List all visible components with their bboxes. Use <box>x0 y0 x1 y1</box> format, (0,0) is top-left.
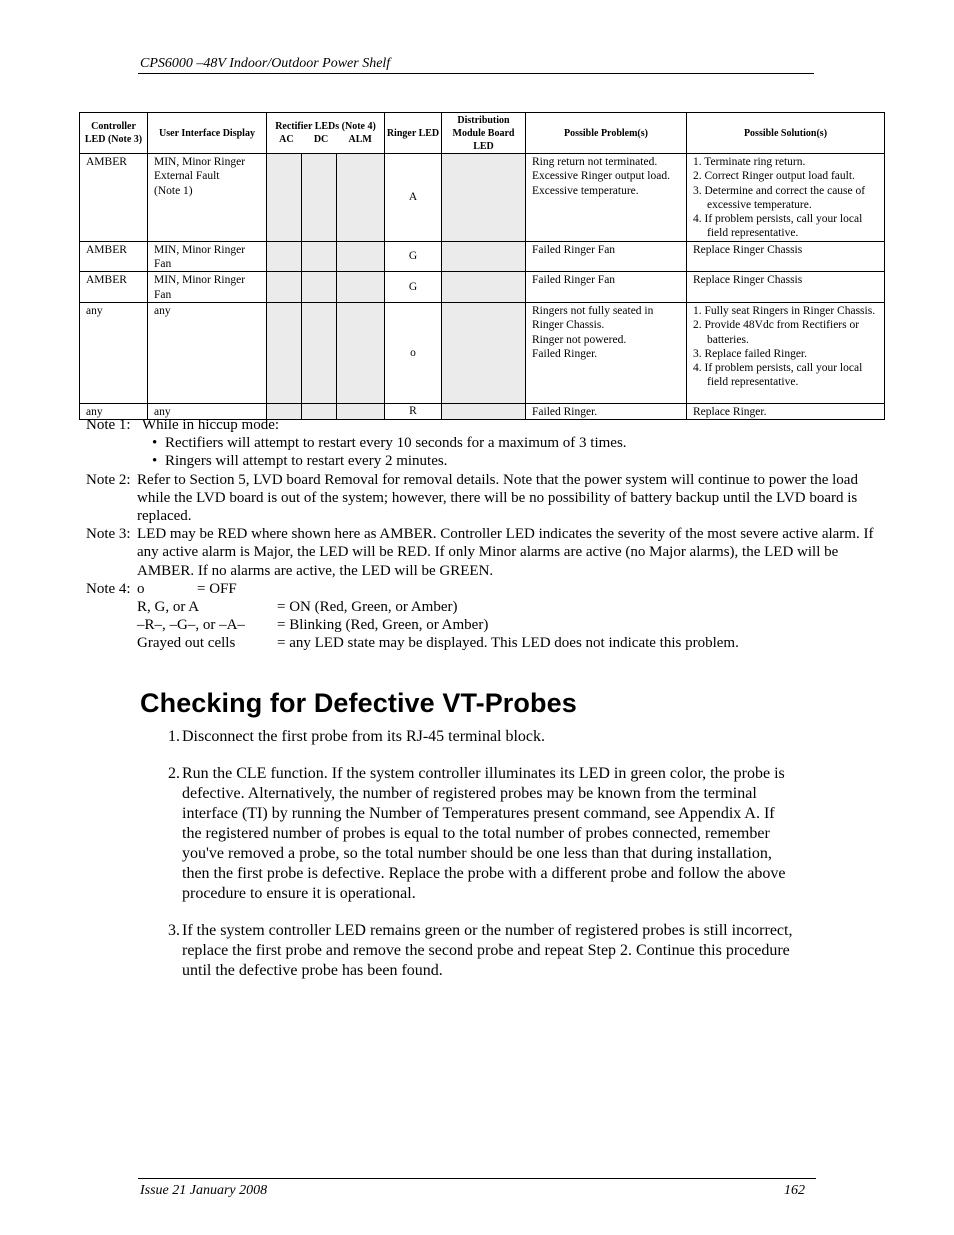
ringer-led-cell: o <box>385 302 442 403</box>
step-number: 3. <box>168 922 180 939</box>
procedure-step <box>168 921 798 981</box>
note-text: While in hiccup mode: <box>142 417 280 433</box>
solution-item: 2. Correct Ringer output load fault. <box>693 170 855 183</box>
rectifier-alm-cell <box>337 302 385 403</box>
legend-row <box>137 616 886 634</box>
col-header-possible-problems: Possible Problem(s) <box>526 113 687 154</box>
controller-led-cell: AMBER <box>80 154 148 242</box>
bullet-text: Rectifiers will attempt to restart every 10 seconds for a maximum of 3 times. <box>165 435 627 452</box>
solution-item: 1. Terminate ring return. <box>693 156 806 168</box>
user-interface-cell: any <box>148 302 267 403</box>
bullet-text: Ringers will attempt to restart every 2 minutes. <box>165 453 448 470</box>
note-1 <box>86 416 886 434</box>
step-text: Run the CLE function. If the system controller illuminates its LED in green color, the probe is defective. Alternatively, the number of registered probes may be known from the terminal interface (TI) by running the Number of Temperatures present command, see Appendix A. If the registered number of probes is equal to the total number of probes connected, remember you've removed a probe, so the total number should be one less than that during installation, then the first probe is defective. Replace the probe with a different probe and follow the above procedure to ensure it is operational. <box>182 765 786 902</box>
note-text: Refer to Section 5, LVD board Removal for removal details. Note that the power system will continue to power the load while the LVD board is out of the system; however, there will be no possibility of battery backup until the LVD board is replaced. <box>137 471 858 525</box>
solution-item: 3. Replace failed Ringer. <box>693 347 808 360</box>
legend-value: = ON (Red, Green, or Amber) <box>277 599 458 616</box>
rectifier-ac-cell <box>267 154 302 242</box>
rectifier-dc-cell <box>302 302 337 403</box>
problem-text-line: Failed Ringer. <box>532 347 598 360</box>
legend-value: = OFF <box>197 580 237 597</box>
legend-row <box>137 634 886 652</box>
ringer-led-cell: A <box>385 154 442 242</box>
user-interface-cell: MIN, Minor Ringer Fan <box>148 272 267 303</box>
note-2 <box>86 471 886 526</box>
user-interface-cell <box>148 154 267 242</box>
rectifier-alm-cell <box>337 154 385 242</box>
step-text: Disconnect the first probe from its RJ-45 terminal block. <box>182 728 546 745</box>
solution-cell <box>687 154 885 242</box>
rectifier-ac-cell <box>267 272 302 303</box>
footer-issue-date: Issue 21 January 2008 <box>140 1183 268 1198</box>
procedure-step <box>168 764 798 904</box>
note-label: Note 1: <box>86 417 131 433</box>
table-row <box>80 154 885 242</box>
note-label: Note 2: <box>86 471 131 488</box>
solution-cell: Replace Ringer. <box>687 403 885 419</box>
problem-text-line: Excessive temperature. <box>532 184 639 197</box>
troubleshooting-table <box>79 112 885 420</box>
col-header-user-interface: User Interface Display <box>148 113 267 154</box>
user-interface-cell: any <box>148 403 267 419</box>
table-row <box>80 241 885 272</box>
legend-key: R, G, or A <box>137 599 200 616</box>
col-header-controller-led: Controller LED (Note 3) <box>80 113 148 154</box>
solution-cell: Replace Ringer Chassis <box>687 272 885 303</box>
ui-text-line: MIN, Minor Ringer <box>154 156 246 168</box>
distribution-led-cell <box>442 154 526 242</box>
rectifier-dc-cell <box>302 241 337 272</box>
legend-value: = Blinking (Red, Green, or Amber) <box>277 617 489 634</box>
rectifier-alm-cell <box>337 272 385 303</box>
rectifier-dc-label: DC <box>313 134 329 145</box>
ringer-led-cell: G <box>385 272 442 303</box>
legend-key: –R–, –G–, or –A– <box>137 617 245 634</box>
solution-item: 1. Fully seat Ringers in Ringer Chassis. <box>693 304 876 317</box>
note-4-first-line <box>137 580 886 598</box>
ui-text-line: External Fault <box>154 170 220 183</box>
note-text: LED may be RED where shown here as AMBER. Controller LED indicates the severity of the most severe active alarm. If any active alarm is Major, the LED will be RED. If only Minor alarms are active (no Major alarms), the LED will be AMBER. If no alarms are active, the LED will be GREEN. <box>137 526 874 579</box>
section-heading: Checking for Defective VT-Probes <box>140 688 577 718</box>
table-row <box>80 302 885 403</box>
col-header-rectifier-leds <box>267 113 385 154</box>
rectifier-alm-cell <box>337 241 385 272</box>
procedure-steps <box>168 727 798 998</box>
problem-cell: Failed Ringer Fan <box>526 272 687 303</box>
rectifier-ac-label: AC <box>279 134 294 145</box>
legend-row <box>137 598 886 616</box>
solution-item: 3. Determine and correct the cause of excessive temperature. <box>693 184 866 211</box>
problem-text-line: Ring return not terminated. <box>532 156 658 168</box>
user-interface-cell: MIN, Minor Ringer Fan <box>148 241 267 272</box>
distribution-led-cell <box>442 241 526 272</box>
note-label: Note 3: <box>86 526 131 543</box>
solution-item: 4. If problem persists, call your local field representative. <box>693 213 863 240</box>
ringer-led-cell: G <box>385 241 442 272</box>
procedure-step <box>168 727 798 747</box>
bullet-icon: • <box>152 453 158 470</box>
table-row <box>80 272 885 303</box>
problem-cell: Failed Ringer. <box>526 403 687 419</box>
problem-text-line: Ringer not powered. <box>532 333 627 346</box>
solution-cell <box>687 302 885 403</box>
rectifier-alm-label: ALM <box>348 134 372 145</box>
controller-led-cell: any <box>80 403 148 419</box>
note-3 <box>86 525 886 580</box>
solution-item: 4. If problem persists, call your local field representative. <box>693 362 863 389</box>
step-number: 2. <box>168 765 180 782</box>
controller-led-cell: AMBER <box>80 241 148 272</box>
table-notes <box>86 416 886 653</box>
footer-divider <box>138 1178 816 1179</box>
col-header-distribution-led: Distribution Module Board LED <box>442 113 526 154</box>
ringer-led-cell: R <box>385 403 442 419</box>
col-header-possible-solutions: Possible Solution(s) <box>687 113 885 154</box>
rectifier-dc-cell <box>302 154 337 242</box>
legend-key: o <box>137 580 145 597</box>
legend-key: Grayed out cells <box>137 635 236 652</box>
controller-led-cell: any <box>80 302 148 403</box>
rectifier-ac-cell <box>267 302 302 403</box>
note-bullet <box>86 434 886 452</box>
solution-cell: Replace Ringer Chassis <box>687 241 885 272</box>
note-4 <box>86 580 886 598</box>
problem-text-line: Excessive Ringer output load. <box>532 170 670 183</box>
footer-page-number: 162 <box>784 1183 805 1198</box>
rectifier-dc-cell <box>302 272 337 303</box>
problem-text-line: Ringers not fully seated in Ringer Chassis. <box>532 304 654 332</box>
header-divider <box>138 73 814 74</box>
ui-text-line: (Note 1) <box>154 184 193 197</box>
step-text: If the system controller LED remains green or the number of registered probes is still incorrect, replace the first probe and remove the second probe and repeat Step 2. Continue this procedure until the defective probe has been found. <box>182 922 793 979</box>
legend-value: = any LED state may be displayed. This LED does not indicate this problem. <box>277 635 739 652</box>
bullet-icon: • <box>152 435 158 452</box>
distribution-led-cell <box>442 302 526 403</box>
solution-item: 2. Provide 48Vdc from Rectifiers or batteries. <box>693 319 860 346</box>
col-header-ringer-led: Ringer LED <box>385 113 442 154</box>
controller-led-cell: AMBER <box>80 272 148 303</box>
step-number: 1. <box>168 728 180 745</box>
problem-cell <box>526 154 687 242</box>
distribution-led-cell <box>442 272 526 303</box>
problem-cell <box>526 302 687 403</box>
note-bullet <box>86 452 886 470</box>
document-header-title: CPS6000 –48V Indoor/Outdoor Power Shelf <box>140 56 391 71</box>
note-label: Note 4: <box>86 580 131 597</box>
rectifier-ac-cell <box>267 241 302 272</box>
problem-cell: Failed Ringer Fan <box>526 241 687 272</box>
rectifier-leds-label: Rectifier LEDs (Note 4) <box>275 121 376 132</box>
